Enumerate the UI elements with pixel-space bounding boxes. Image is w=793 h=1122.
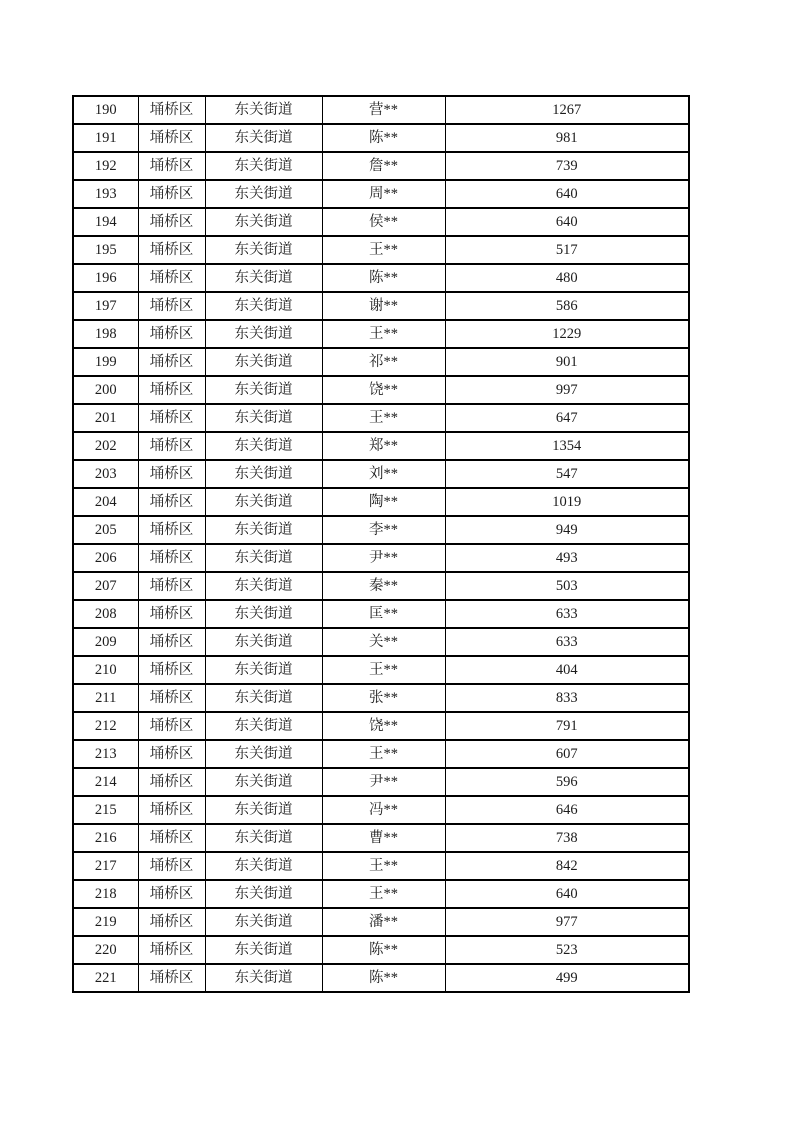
cell-count: 633 — [445, 600, 689, 628]
cell-masked-name: 尹** — [322, 768, 445, 796]
cell-count: 949 — [445, 516, 689, 544]
cell-count: 1019 — [445, 488, 689, 516]
cell-masked-name: 王** — [322, 740, 445, 768]
cell-count: 646 — [445, 796, 689, 824]
cell-masked-name: 祁** — [322, 348, 445, 376]
cell-masked-name: 匡** — [322, 600, 445, 628]
table-row — [73, 684, 689, 712]
cell-district: 埇桥区 — [138, 320, 205, 348]
cell-masked-name: 陈** — [322, 936, 445, 964]
cell-street: 东关街道 — [205, 460, 322, 488]
cell-row-number: 198 — [73, 320, 138, 348]
cell-count: 738 — [445, 824, 689, 852]
table-row — [73, 432, 689, 460]
table-row — [73, 768, 689, 796]
cell-count: 480 — [445, 264, 689, 292]
cell-masked-name: 陈** — [322, 124, 445, 152]
cell-masked-name: 饶** — [322, 712, 445, 740]
table-row — [73, 124, 689, 152]
cell-count: 981 — [445, 124, 689, 152]
cell-street: 东关街道 — [205, 768, 322, 796]
cell-row-number: 221 — [73, 964, 138, 992]
cell-street: 东关街道 — [205, 936, 322, 964]
table-row — [73, 320, 689, 348]
cell-row-number: 194 — [73, 208, 138, 236]
cell-masked-name: 谢** — [322, 292, 445, 320]
cell-masked-name: 刘** — [322, 460, 445, 488]
cell-count: 997 — [445, 376, 689, 404]
cell-count: 833 — [445, 684, 689, 712]
cell-street: 东关街道 — [205, 292, 322, 320]
cell-count: 596 — [445, 768, 689, 796]
table-row — [73, 964, 689, 992]
cell-street: 东关街道 — [205, 852, 322, 880]
cell-district: 埇桥区 — [138, 908, 205, 936]
cell-street: 东关街道 — [205, 544, 322, 572]
cell-row-number: 211 — [73, 684, 138, 712]
cell-street: 东关街道 — [205, 152, 322, 180]
cell-row-number: 216 — [73, 824, 138, 852]
records-table-body — [73, 96, 689, 992]
cell-district: 埇桥区 — [138, 516, 205, 544]
cell-masked-name: 张** — [322, 684, 445, 712]
table-row — [73, 936, 689, 964]
table-row — [73, 292, 689, 320]
cell-street: 东关街道 — [205, 208, 322, 236]
cell-count: 647 — [445, 404, 689, 432]
cell-count: 640 — [445, 208, 689, 236]
cell-district: 埇桥区 — [138, 628, 205, 656]
cell-masked-name: 尹** — [322, 544, 445, 572]
cell-street: 东关街道 — [205, 404, 322, 432]
cell-district: 埇桥区 — [138, 96, 205, 124]
table-row — [73, 152, 689, 180]
cell-masked-name: 秦** — [322, 572, 445, 600]
cell-district: 埇桥区 — [138, 684, 205, 712]
cell-street: 东关街道 — [205, 516, 322, 544]
cell-row-number: 195 — [73, 236, 138, 264]
cell-count: 640 — [445, 880, 689, 908]
cell-district: 埇桥区 — [138, 348, 205, 376]
cell-masked-name: 营** — [322, 96, 445, 124]
cell-row-number: 210 — [73, 656, 138, 684]
cell-district: 埇桥区 — [138, 264, 205, 292]
table-row — [73, 236, 689, 264]
cell-count: 977 — [445, 908, 689, 936]
cell-row-number: 190 — [73, 96, 138, 124]
cell-masked-name: 王** — [322, 236, 445, 264]
cell-district: 埇桥区 — [138, 208, 205, 236]
table-row — [73, 572, 689, 600]
cell-count: 499 — [445, 964, 689, 992]
table-row — [73, 852, 689, 880]
cell-masked-name: 饶** — [322, 376, 445, 404]
cell-street: 东关街道 — [205, 600, 322, 628]
table-row — [73, 180, 689, 208]
cell-district: 埇桥区 — [138, 824, 205, 852]
cell-street: 东关街道 — [205, 124, 322, 152]
cell-count: 404 — [445, 656, 689, 684]
cell-row-number: 212 — [73, 712, 138, 740]
cell-masked-name: 王** — [322, 320, 445, 348]
cell-count: 523 — [445, 936, 689, 964]
cell-row-number: 192 — [73, 152, 138, 180]
cell-district: 埇桥区 — [138, 544, 205, 572]
cell-masked-name: 王** — [322, 656, 445, 684]
cell-district: 埇桥区 — [138, 656, 205, 684]
cell-count: 633 — [445, 628, 689, 656]
cell-count: 739 — [445, 152, 689, 180]
cell-row-number: 217 — [73, 852, 138, 880]
cell-masked-name: 詹** — [322, 152, 445, 180]
cell-row-number: 191 — [73, 124, 138, 152]
cell-row-number: 202 — [73, 432, 138, 460]
cell-street: 东关街道 — [205, 908, 322, 936]
table-row — [73, 376, 689, 404]
cell-count: 1267 — [445, 96, 689, 124]
cell-count: 1354 — [445, 432, 689, 460]
cell-district: 埇桥区 — [138, 768, 205, 796]
cell-row-number: 207 — [73, 572, 138, 600]
cell-count: 503 — [445, 572, 689, 600]
cell-masked-name: 曹** — [322, 824, 445, 852]
cell-row-number: 220 — [73, 936, 138, 964]
cell-street: 东关街道 — [205, 432, 322, 460]
cell-masked-name: 郑** — [322, 432, 445, 460]
cell-district: 埇桥区 — [138, 712, 205, 740]
cell-row-number: 218 — [73, 880, 138, 908]
table-row — [73, 628, 689, 656]
cell-district: 埇桥区 — [138, 852, 205, 880]
cell-masked-name: 王** — [322, 880, 445, 908]
cell-district: 埇桥区 — [138, 964, 205, 992]
cell-street: 东关街道 — [205, 488, 322, 516]
cell-street: 东关街道 — [205, 236, 322, 264]
cell-street: 东关街道 — [205, 824, 322, 852]
cell-count: 517 — [445, 236, 689, 264]
cell-street: 东关街道 — [205, 684, 322, 712]
cell-count: 586 — [445, 292, 689, 320]
cell-count: 640 — [445, 180, 689, 208]
cell-masked-name: 侯** — [322, 208, 445, 236]
cell-row-number: 215 — [73, 796, 138, 824]
table-row — [73, 460, 689, 488]
cell-street: 东关街道 — [205, 320, 322, 348]
cell-district: 埇桥区 — [138, 460, 205, 488]
cell-row-number: 214 — [73, 768, 138, 796]
cell-count: 1229 — [445, 320, 689, 348]
cell-row-number: 219 — [73, 908, 138, 936]
cell-district: 埇桥区 — [138, 740, 205, 768]
table-row — [73, 712, 689, 740]
cell-row-number: 193 — [73, 180, 138, 208]
cell-street: 东关街道 — [205, 348, 322, 376]
cell-street: 东关街道 — [205, 264, 322, 292]
cell-row-number: 213 — [73, 740, 138, 768]
cell-district: 埇桥区 — [138, 180, 205, 208]
cell-row-number: 209 — [73, 628, 138, 656]
table-row — [73, 824, 689, 852]
cell-count: 493 — [445, 544, 689, 572]
cell-row-number: 197 — [73, 292, 138, 320]
cell-masked-name: 潘** — [322, 908, 445, 936]
table-row — [73, 880, 689, 908]
cell-masked-name: 周** — [322, 180, 445, 208]
table-row — [73, 488, 689, 516]
cell-district: 埇桥区 — [138, 404, 205, 432]
cell-masked-name: 关** — [322, 628, 445, 656]
cell-street: 东关街道 — [205, 656, 322, 684]
cell-masked-name: 王** — [322, 404, 445, 432]
cell-row-number: 203 — [73, 460, 138, 488]
cell-row-number: 205 — [73, 516, 138, 544]
cell-masked-name: 陈** — [322, 964, 445, 992]
cell-street: 东关街道 — [205, 572, 322, 600]
cell-street: 东关街道 — [205, 96, 322, 124]
table-row — [73, 208, 689, 236]
cell-district: 埇桥区 — [138, 880, 205, 908]
cell-row-number: 208 — [73, 600, 138, 628]
cell-count: 547 — [445, 460, 689, 488]
table-row — [73, 656, 689, 684]
table-row — [73, 908, 689, 936]
cell-street: 东关街道 — [205, 964, 322, 992]
cell-district: 埇桥区 — [138, 124, 205, 152]
records-table — [72, 95, 690, 993]
table-row — [73, 600, 689, 628]
cell-count: 901 — [445, 348, 689, 376]
cell-row-number: 199 — [73, 348, 138, 376]
cell-district: 埇桥区 — [138, 236, 205, 264]
cell-row-number: 200 — [73, 376, 138, 404]
cell-count: 791 — [445, 712, 689, 740]
cell-district: 埇桥区 — [138, 376, 205, 404]
cell-count: 842 — [445, 852, 689, 880]
cell-masked-name: 冯** — [322, 796, 445, 824]
cell-street: 东关街道 — [205, 376, 322, 404]
table-row — [73, 264, 689, 292]
cell-district: 埇桥区 — [138, 432, 205, 460]
table-row — [73, 516, 689, 544]
cell-row-number: 204 — [73, 488, 138, 516]
cell-street: 东关街道 — [205, 712, 322, 740]
cell-count: 607 — [445, 740, 689, 768]
cell-masked-name: 王** — [322, 852, 445, 880]
cell-district: 埇桥区 — [138, 936, 205, 964]
table-row — [73, 404, 689, 432]
cell-district: 埇桥区 — [138, 600, 205, 628]
cell-row-number: 196 — [73, 264, 138, 292]
cell-district: 埇桥区 — [138, 488, 205, 516]
cell-district: 埇桥区 — [138, 796, 205, 824]
cell-masked-name: 陈** — [322, 264, 445, 292]
cell-street: 东关街道 — [205, 796, 322, 824]
cell-district: 埇桥区 — [138, 292, 205, 320]
cell-masked-name: 陶** — [322, 488, 445, 516]
cell-masked-name: 李** — [322, 516, 445, 544]
table-row — [73, 796, 689, 824]
cell-street: 东关街道 — [205, 628, 322, 656]
cell-row-number: 206 — [73, 544, 138, 572]
cell-street: 东关街道 — [205, 180, 322, 208]
table-row — [73, 544, 689, 572]
cell-district: 埇桥区 — [138, 152, 205, 180]
table-row — [73, 348, 689, 376]
cell-street: 东关街道 — [205, 880, 322, 908]
table-row — [73, 740, 689, 768]
cell-district: 埇桥区 — [138, 572, 205, 600]
cell-row-number: 201 — [73, 404, 138, 432]
cell-street: 东关街道 — [205, 740, 322, 768]
table-row — [73, 96, 689, 124]
